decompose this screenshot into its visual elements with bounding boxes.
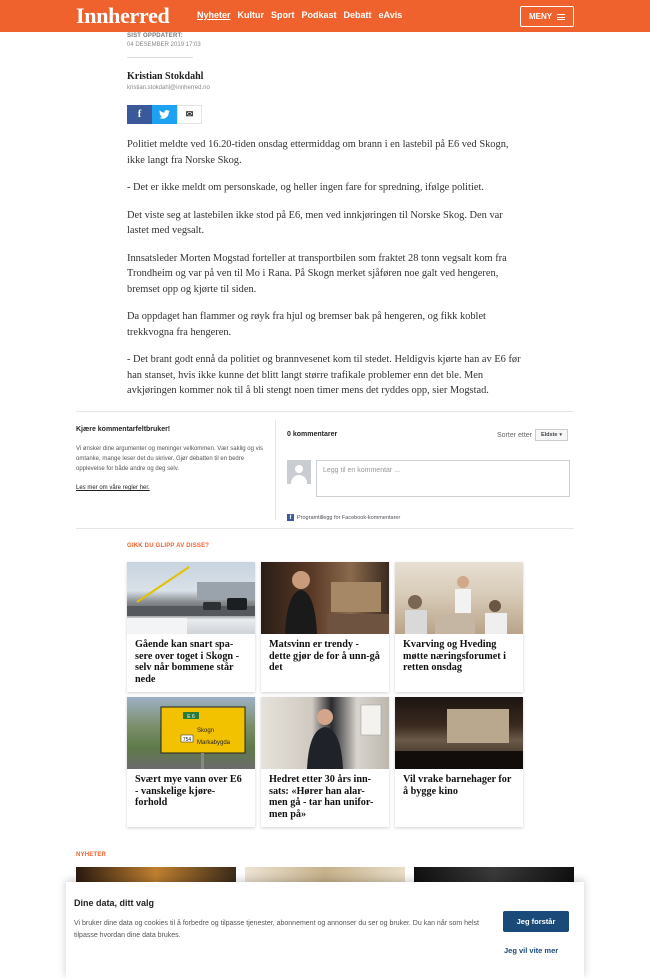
meeting-image [395,562,523,634]
article-card-title: Kvarving og Hveding møtte næringsforumet i retten onsdag [403,639,506,673]
article-body [127,137,527,411]
sign-road-number: E 6 [187,714,195,720]
news-card-image[interactable] [245,867,405,883]
facebook-comments-plugin-link[interactable] [287,514,400,521]
comment-notice-text: Vi ønsker dine argumenter og meninger velkommen. Vær saklig og vis omtanke, mange leser det du skriver. Gjør debatten til en bedre opplevelse for både andre og deg selv. [76,446,263,472]
envelope-icon: ✉ [185,109,194,119]
portrait-image [261,562,389,634]
cookie-banner [66,882,584,978]
author-email[interactable]: kristian.stokdahl@innherred.no [127,85,210,91]
cookie-title: Dine data, ditt valg [74,898,155,908]
article-image [395,562,523,634]
article-card[interactable] [261,562,389,692]
updated-label: SIST OPPDATERT: [127,33,183,39]
avatar [287,460,311,484]
article-card[interactable] [395,562,523,692]
twitter-icon [159,110,170,119]
article-image [261,697,389,769]
comment-count: 0 kommentarer [287,431,338,438]
article-image [261,562,389,634]
facebook-icon: f [137,109,142,120]
menu-label: MENY [528,12,553,21]
divider [127,57,193,58]
sort-value: Eldste [540,432,558,438]
sort-label: Sorter etter [497,432,533,439]
nav-item-nyheter[interactable]: Nyheter [197,10,231,20]
share-buttons [127,105,202,124]
article-image [127,697,255,769]
article-card[interactable] [127,562,255,692]
sign-route-number: 754 [182,737,192,743]
article-paragraph: - Det brant godt ennå da politiet og brannvesenet kom til stedet. Heldigvis kjørte han av E6 før han stanset, hvis ikke kunne det blitt langt større trafikale problemer enn det ble. Men avkjøringen kommer nok til å bli stengt noen timer mens det ryddes opp, sier Mogstad. [127,354,521,396]
cookie-text: Vi bruker dine data og cookies til å forbedre og tilpasse tjenester, abonnement og annonser du ser og bruker. Du kan når som helst tilpasse hvordan dine data brukes. [74,920,479,939]
twitter-share-button[interactable] [152,105,177,124]
comment-notice-title: Kjære kommentarfeltbruker! [76,426,171,433]
portrait-image [261,697,389,769]
sign-place-name: Skogn [197,728,215,734]
divider [76,528,574,529]
article-paragraph: Det viste seg at lastebilen ikke stod på E6, men ved innkjøringen til Norske Skog. Den var lastet med vegsalt. [127,209,503,236]
article-card[interactable] [395,697,523,827]
facebook-share-button[interactable] [127,105,152,124]
news-card-image[interactable] [76,867,236,883]
article-image [395,697,523,769]
sort-select[interactable] [535,429,568,441]
article-paragraph: Innsatsleder Morten Mogstad forteller at transportbilen som fraktet 28 tonn vegsalt kom fra Trondheim og var på ven til Mo i Rana. På Skogn merket sjåføren noe galt ved hengeren, bremset opp og kjørte til siden. [127,252,507,295]
top-bar [0,0,650,32]
hamburger-icon [557,14,565,20]
article-paragraph: Politiet meldte ved 16.20-tiden onsdag ettermiddag om brann i en lastebil på E6 ved Skogn, ikke langt fra Norske Skog. [127,139,509,166]
email-share-button[interactable] [177,105,202,124]
sign-place-name: Markabygda [197,740,231,746]
article-paragraph: Da oppdaget han flammer og røyk fra hjul og bremser bak på hengeren, og fikk koblet trekkvogna fra hengeren. [127,311,486,338]
article-card-title: Vil vrake barnehager for å bygge kino [403,774,512,797]
news-card-image[interactable] [414,867,574,883]
article-card-title: Svært mye vann over E6 - vanskelige kjøre-forhold [135,774,242,808]
nav-item-kultur[interactable]: Kultur [237,10,265,20]
article-card[interactable] [261,697,389,827]
nav-item-debatt[interactable]: Debatt [343,10,372,20]
site-logo[interactable]: Innherred [76,3,170,28]
nav-item-podkast[interactable]: Podkast [301,10,337,20]
menu-button[interactable] [520,6,574,27]
railway-crossing-image [127,562,255,634]
cookie-accept-button[interactable]: Jeg forstår [503,911,569,932]
divider [76,411,574,412]
author-name: Kristian Stokdahl [127,71,204,82]
article-card[interactable] [127,697,255,827]
nav-item-eavis[interactable]: eAvis [378,10,403,20]
chevron-down-icon: ▾ [559,432,563,438]
avatar-head-shape [295,465,303,473]
section-heading: GIKK DU GLIPP AV DISSE? [127,543,210,549]
article-image [127,562,255,634]
article-card-title: Gående kan snart spa-sere over toget i Skogn - selv når bommene står nede [135,639,240,685]
article-card-title: Matsvinn er trendy - dette gjør de for å unn-gå det [269,639,380,673]
plugin-label: Programtillegg for Facebook-kommentarer [297,514,401,521]
divider [275,420,276,520]
section-heading: NYHETER [76,852,107,858]
avatar-body-shape [291,475,307,484]
comment-input[interactable]: Legg til en kommentar ... [316,460,570,497]
updated-timestamp: 04 DESEMBER 2019 17:03 [127,42,201,48]
article-paragraph: - Det er ikke meldt om personskade, og heller ingen fare for spredning, ifølge politiet. [127,182,484,193]
road-sign-image [127,697,255,769]
comment-rules-link[interactable]: Les mer om våre regler her. [76,485,150,491]
facebook-icon: f [287,514,294,521]
article-card-title: Hedret etter 30 års inn-sats: «Hører han alar-men gå - tar han unifor-men på» [269,774,374,820]
main-nav [197,10,409,20]
nav-item-sport[interactable]: Sport [271,10,295,20]
cookie-more-link[interactable]: Jeg vil vite mer [504,946,559,955]
cinema-image [395,697,523,769]
